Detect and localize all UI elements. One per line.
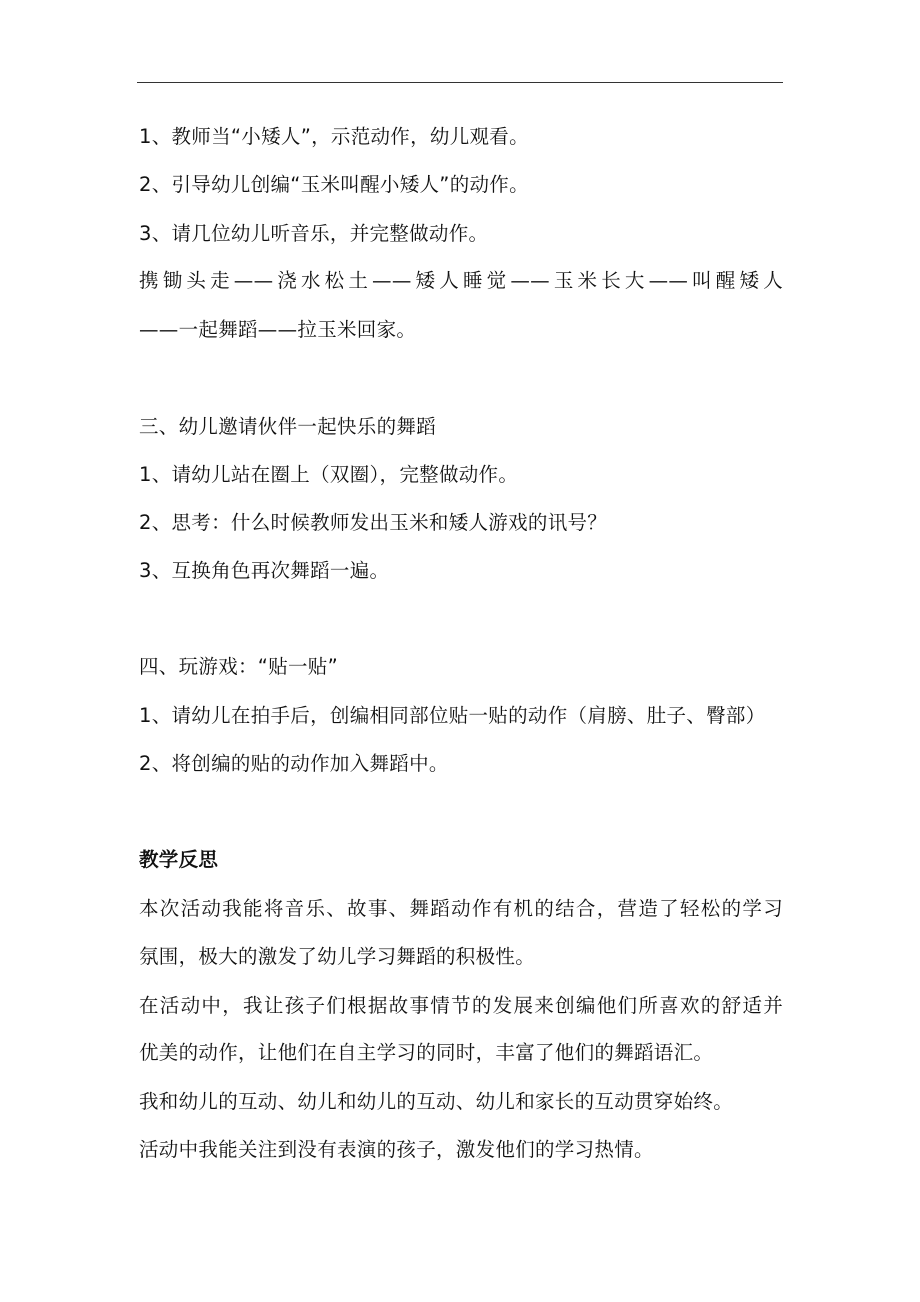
step-line: 2、引导幼儿创编“玉米叫醒小矮人”的动作。 (139, 173, 529, 196)
step-line: 3、互换角色再次舞蹈一遍。 (139, 559, 390, 582)
header-rule (137, 82, 783, 83)
step-line: 3、请几位幼儿听音乐，并完整做动作。 (139, 222, 489, 245)
section-heading: 四、玩游戏：“贴一贴” (139, 655, 339, 678)
reflection-line: 我和幼儿的互动、幼儿和幼儿的互动、幼儿和家长的互动贯穿始终。 (139, 1090, 734, 1113)
reflection-line: 优美的动作，让他们在自主学习的同时，丰富了他们的舞蹈语汇。 (139, 1041, 714, 1064)
sequence-line: 携锄头走——浇水松土——矮人睡觉——玉米长大——叫醒矮人 (139, 269, 783, 292)
step-line: 1、请幼儿站在圈上（双圈），完整做动作。 (139, 463, 519, 486)
step-line: 1、请幼儿在拍手后，创编相同部位贴一贴的动作（肩膀、肚子、臀部） (139, 704, 766, 727)
reflection-line: 本次活动我能将音乐、故事、舞蹈动作有机的结合，营造了轻松的学习 (139, 897, 783, 920)
step-line: 2、将创编的贴的动作加入舞蹈中。 (139, 752, 449, 775)
reflection-line: 活动中我能关注到没有表演的孩子，激发他们的学习热情。 (139, 1138, 654, 1161)
step-line: 2、思考：什么时候教师发出玉米和矮人游戏的讯号？ (139, 511, 608, 534)
step-line: 1、教师当“小矮人”，示范动作，幼儿观看。 (139, 125, 529, 148)
reflection-line: 氛围，极大的激发了幼儿学习舞蹈的积极性。 (139, 945, 536, 968)
section-heading: 三、幼儿邀请伙伴一起快乐的舞蹈 (139, 415, 437, 438)
reflection-heading: 教学反思 (139, 848, 219, 871)
reflection-line: 在活动中，我让孩子们根据故事情节的发展来创编他们所喜欢的舒适并 (139, 994, 783, 1017)
sequence-line: ——一起舞蹈——拉玉米回家。 (139, 318, 417, 341)
